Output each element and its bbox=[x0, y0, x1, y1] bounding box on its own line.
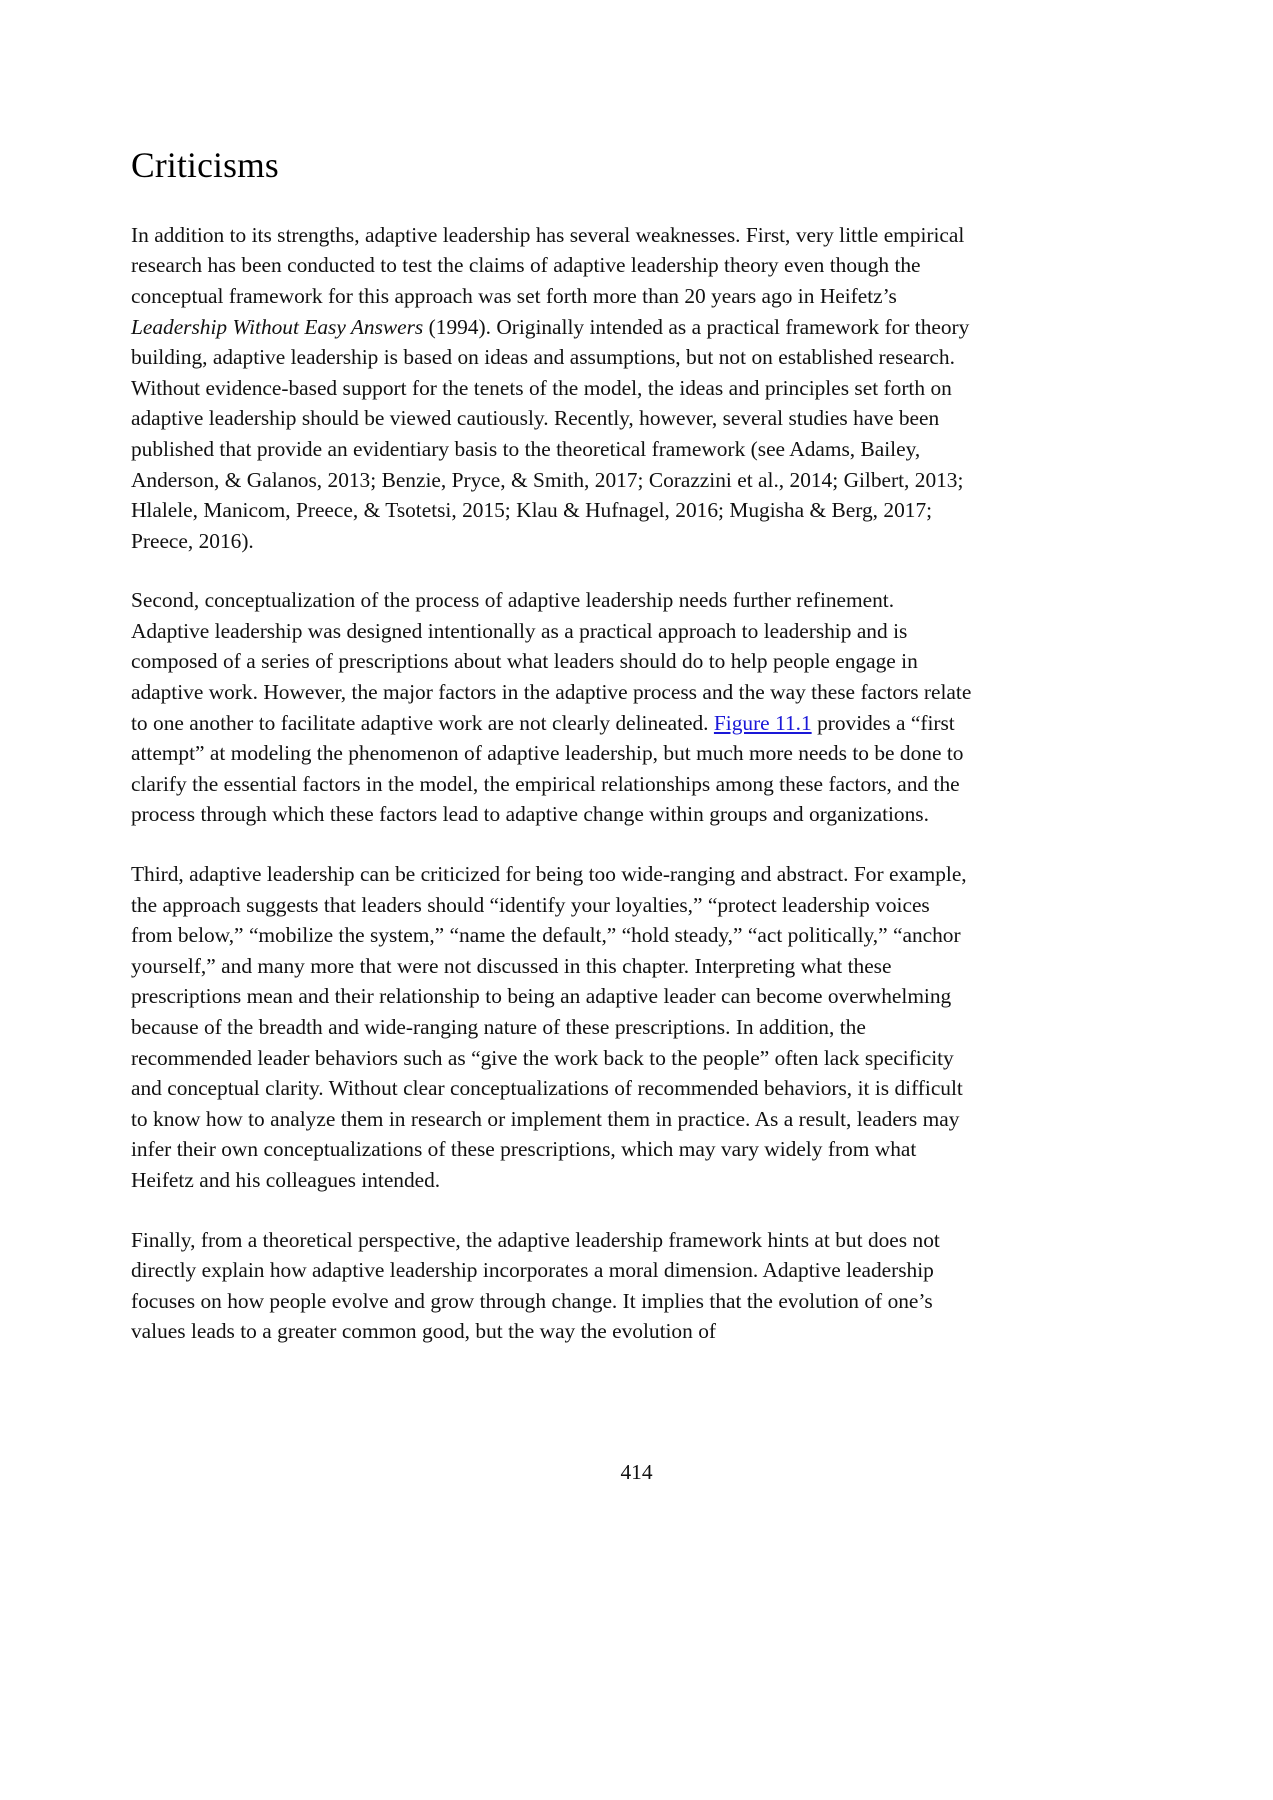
book-title-italic: Leadership Without Easy Answers bbox=[131, 314, 424, 339]
paragraph-criticism-four: Finally, from a theoretical perspective, the adaptive leadership framework hints at but does not directly explain how adaptive leadership incorporates a moral dimension. Adaptive leadership focuses on how people evolve and grow through change. It implies that the evolution of one’s values leads to a greater common good, but the way the evolution of bbox=[131, 1227, 940, 1344]
paragraph-criticism-two bbox=[131, 585, 973, 830]
paragraph-criticism-one bbox=[131, 220, 973, 557]
paragraph-one-text-before-title: In addition to its strengths, adaptive leadership has several weaknesses. First, very little empirical research has been conducted to test the claims of adaptive leadership theory even though the conceptual framework for this approach was set forth more than 20 years ago in Heifetz’s bbox=[131, 222, 965, 308]
paragraph-two-text-after-link: provides a “first attempt” at modeling the phenomenon of adaptive leadership, but much more needs to be done to clarify the essential factors in the model, the empirical relationships among these factors, and the process through which these factors lead to adaptive change within groups and organizations. bbox=[131, 710, 964, 827]
page-title: Criticisms bbox=[131, 145, 279, 185]
page-content bbox=[131, 146, 973, 1347]
paragraph-criticism-three: Third, adaptive leadership can be criticized for being too wide-ranging and abstract. For example, the approach suggests that leaders should “identify your loyalties,” “protect leadership voices from below,” “mobilize the system,” “name the default,” “hold steady,” “act politically,” “anchor yourself,” and many more that were not discussed in this chapter. Interpreting what these prescriptions mean and their relationship to being an adaptive leader can become overwhelming because of the breadth and wide-ranging nature of these prescriptions. In addition, the recommended leader behaviors such as “give the work back to the people” often lack specificity and conceptual clarity. Without clear conceptualizations of recommended behaviors, it is difficult to know how to analyze them in research or implement them in practice. As a result, leaders may infer their own conceptualizations of these prescriptions, which may vary widely from what Heifetz and his colleagues intended. bbox=[131, 862, 967, 1192]
paragraph-one-text-after-title: (1994). Originally intended as a practical framework for theory building, adaptive leadership is based on ideas and assumptions, but not on established research. Without evidence-based support for the tenets of the model, the ideas and principles set forth on adaptive leadership should be viewed cautiously. Recently, however, several studies have been published that provide an evidentiary basis to the theoretical framework (see Adams, Bailey, Anderson, & Galanos, 2013; Benzie, Pryce, & Smith, 2017; Corazzini et al., 2014; Gilbert, 2013; Hlalele, Manicom, Preece, & Tsotetsi, 2015; Klau & Hufnagel, 2016; Mugisha & Berg, 2017; Preece, 2016). bbox=[131, 314, 970, 553]
figure-11-1-link[interactable]: Figure 11.1 bbox=[713, 710, 812, 735]
paragraph-two-text-before-link: Second, conceptualization of the process of adaptive leadership needs further refinement. Adaptive leadership was designed intentionally as a practical approach to leadership and is composed of a series of prescriptions about what leaders should do to help people engage in adaptive work. However, the major factors in the adaptive process and the way these factors relate to one another to facilitate adaptive work are not clearly delineated. bbox=[131, 588, 972, 735]
page-number: 414 bbox=[620, 1460, 653, 1484]
